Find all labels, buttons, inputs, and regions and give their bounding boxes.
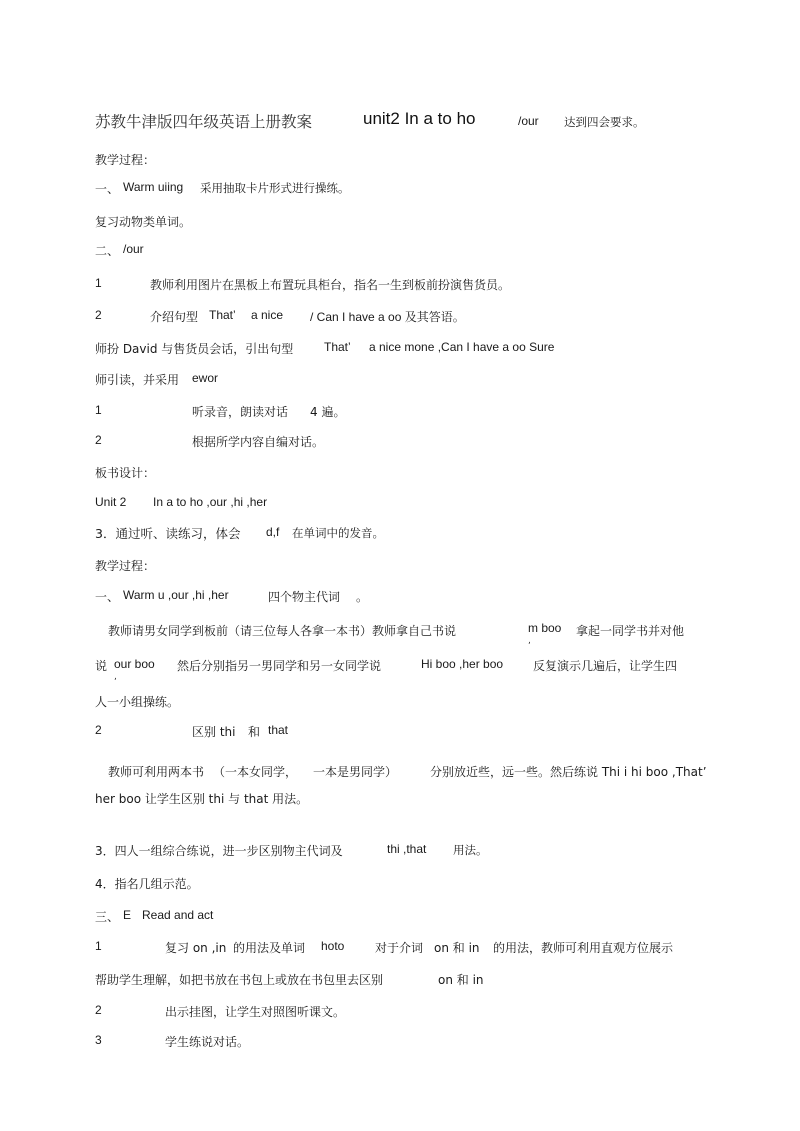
title-requirement: 达到四会要求。 bbox=[564, 115, 645, 129]
body-text: 拿起一同学书并对他 bbox=[576, 624, 685, 638]
step-number: 2 bbox=[95, 433, 102, 447]
step-text: 4 遍。 bbox=[310, 405, 346, 419]
step-number: 1 bbox=[95, 939, 102, 953]
step-text: That’ bbox=[209, 308, 236, 322]
body-text: That’ bbox=[324, 340, 351, 354]
step-text: 听录音，朗读对话 bbox=[192, 405, 289, 419]
body-text: 师扮 David 与售货员会话，引出句型 bbox=[95, 342, 294, 356]
step-number: 1 bbox=[95, 403, 102, 417]
section-text: 四个物主代词 bbox=[268, 590, 341, 604]
body-text: thi ,that bbox=[387, 842, 427, 856]
step-number: 1 bbox=[95, 276, 102, 290]
section-number: 一、 bbox=[95, 590, 120, 604]
step-text: 和 bbox=[248, 725, 261, 739]
heading-process: 教学过程： bbox=[95, 559, 156, 573]
step-text: 教师利用图片在黑板上布置玩具柜台，指名一生到板前扮演售货员。 bbox=[150, 278, 511, 292]
body-text: 教师请男女同学到板前（请三位每人各拿一本书）教师拿自己书说 bbox=[108, 624, 457, 638]
step-number: 2 bbox=[95, 308, 102, 322]
step-text: / Can I have a oo 及其答语。 bbox=[310, 310, 465, 324]
body-text: 3．四人一组综合练说，进一步区别物主代词及 bbox=[95, 844, 343, 858]
body-text: on 和 in bbox=[438, 973, 484, 987]
heading-board: 板书设计： bbox=[95, 466, 156, 480]
body-text: 教师可利用两本书 bbox=[108, 765, 205, 779]
body-text: 3．通过听、读练习，体会 bbox=[95, 526, 241, 541]
body-text: 用法。 bbox=[453, 843, 488, 857]
body-text: m boo bbox=[528, 621, 562, 635]
title-cn: 苏教牛津版四年级英语上册教案 bbox=[95, 113, 313, 131]
step-text: hoto bbox=[321, 939, 345, 953]
comma-mark: , bbox=[528, 636, 531, 646]
body-text: 反复演示几遍后，让学生四 bbox=[533, 659, 678, 673]
section-number: 三、 bbox=[95, 910, 120, 924]
body-text: 说 bbox=[95, 659, 108, 673]
step-text: 的用法，教师可利用直观方位展示 bbox=[493, 941, 674, 955]
step-text: 根据所学内容自编对话。 bbox=[192, 435, 325, 449]
section-label: E bbox=[123, 908, 132, 922]
step-text: 复习 on ,in bbox=[165, 941, 227, 955]
step-text: that bbox=[268, 723, 289, 737]
step-text: 区别 thi bbox=[192, 725, 236, 739]
section-label: Read and act bbox=[142, 908, 214, 922]
body-text: 帮助学生理解，如把书放在书包上或放在书包里去区别 bbox=[95, 973, 384, 987]
body-text: ewor bbox=[192, 371, 219, 385]
body-text: a nice mone ,Can I have a oo Sure bbox=[369, 340, 555, 354]
section-label: /our bbox=[123, 242, 144, 256]
board-words: In a to ho ,our ,hi ,her bbox=[153, 495, 268, 509]
step-text: a nice bbox=[251, 308, 284, 322]
comma-mark: , bbox=[114, 672, 117, 682]
title-our: /our bbox=[518, 114, 539, 128]
warmup-label: Warm uiing bbox=[123, 180, 184, 194]
body-text: 在单词中的发音。 bbox=[292, 526, 384, 540]
body-text: Hi boo ,her boo bbox=[421, 657, 504, 671]
step-number: 2 bbox=[95, 723, 102, 737]
body-text: her boo 让学生区别 thi 与 that 用法。 bbox=[95, 792, 309, 806]
step-text: on 和 in bbox=[434, 941, 480, 955]
body-text: our boo bbox=[114, 657, 155, 671]
body-text: 分别放近些，远一些。然后练说 Thi i hi boo ,That’ bbox=[430, 765, 707, 779]
warmup-text: 采用抽取卡片形式进行操练。 bbox=[200, 181, 350, 195]
board-unit: Unit 2 bbox=[95, 495, 127, 509]
section-number: 一、 bbox=[95, 182, 120, 196]
body-text: 一本是男同学） bbox=[313, 765, 398, 779]
title-unit: unit2 In a to ho bbox=[363, 109, 476, 128]
body-text: 人一小组操练。 bbox=[95, 695, 180, 709]
step-text: 的用法及单词 bbox=[233, 941, 306, 955]
review-text: 复习动物类单词。 bbox=[95, 215, 192, 229]
step-text: 学生练说对话。 bbox=[165, 1035, 250, 1049]
step-number: 3 bbox=[95, 1033, 102, 1047]
step-number: 2 bbox=[95, 1003, 102, 1017]
section-label: Warm u ,our ,hi ,her bbox=[123, 588, 229, 602]
body-text: 然后分别指另一男同学和另一女同学说 bbox=[177, 659, 382, 673]
body-text: （一本女同学， bbox=[213, 765, 298, 779]
step-text: 对于介词 bbox=[375, 941, 424, 955]
body-text: d,f bbox=[266, 525, 280, 539]
body-text: 师引读，并采用 bbox=[95, 373, 180, 387]
step-text: 介绍句型 bbox=[150, 310, 199, 324]
section-number: 二、 bbox=[95, 244, 120, 258]
step-text: 出示挂图，让学生对照图听课文。 bbox=[165, 1005, 346, 1019]
section-text: 。 bbox=[356, 590, 369, 604]
heading-process: 教学过程： bbox=[95, 153, 156, 167]
body-text: 4．指名几组示范。 bbox=[95, 877, 199, 891]
